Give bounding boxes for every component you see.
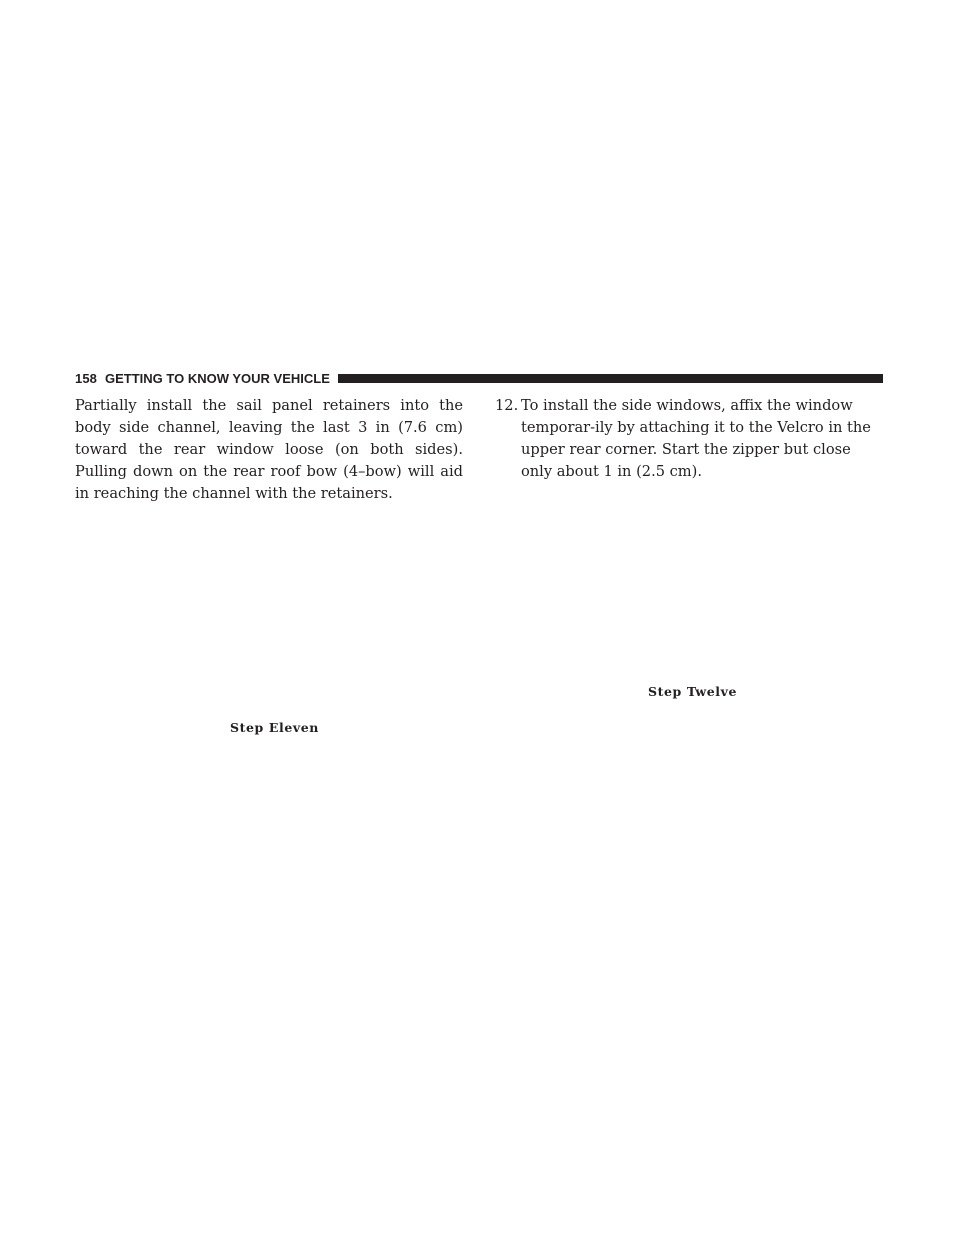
step-number: 12. (495, 397, 519, 414)
figure-caption-step-twelve: Step Twelve (648, 684, 738, 699)
step-text: To install the side windows, affix the window temporar-ily by attaching it to the Velcro in the upper rear corner. Start the zipper but close only about 1 in (2.5 cm). (521, 397, 871, 480)
header-rule (338, 374, 883, 383)
figure-step-eleven (75, 478, 463, 710)
figure-caption-step-eleven: Step Eleven (230, 720, 319, 735)
section-title: GETTING TO KNOW YOUR VEHICLE (105, 370, 330, 386)
page-header (75, 370, 883, 386)
page-number: 158 (75, 370, 97, 386)
body-paragraph: Partially install the sail panel retainers into the body side channel, leaving the last 3 in (7.6 cm) toward the rear window loose (on both sides). Pulling down on the rear roof bow (4–bow) will aid in reaching the channel with the retainers. (75, 397, 463, 502)
figure-step-twelve (495, 462, 883, 674)
